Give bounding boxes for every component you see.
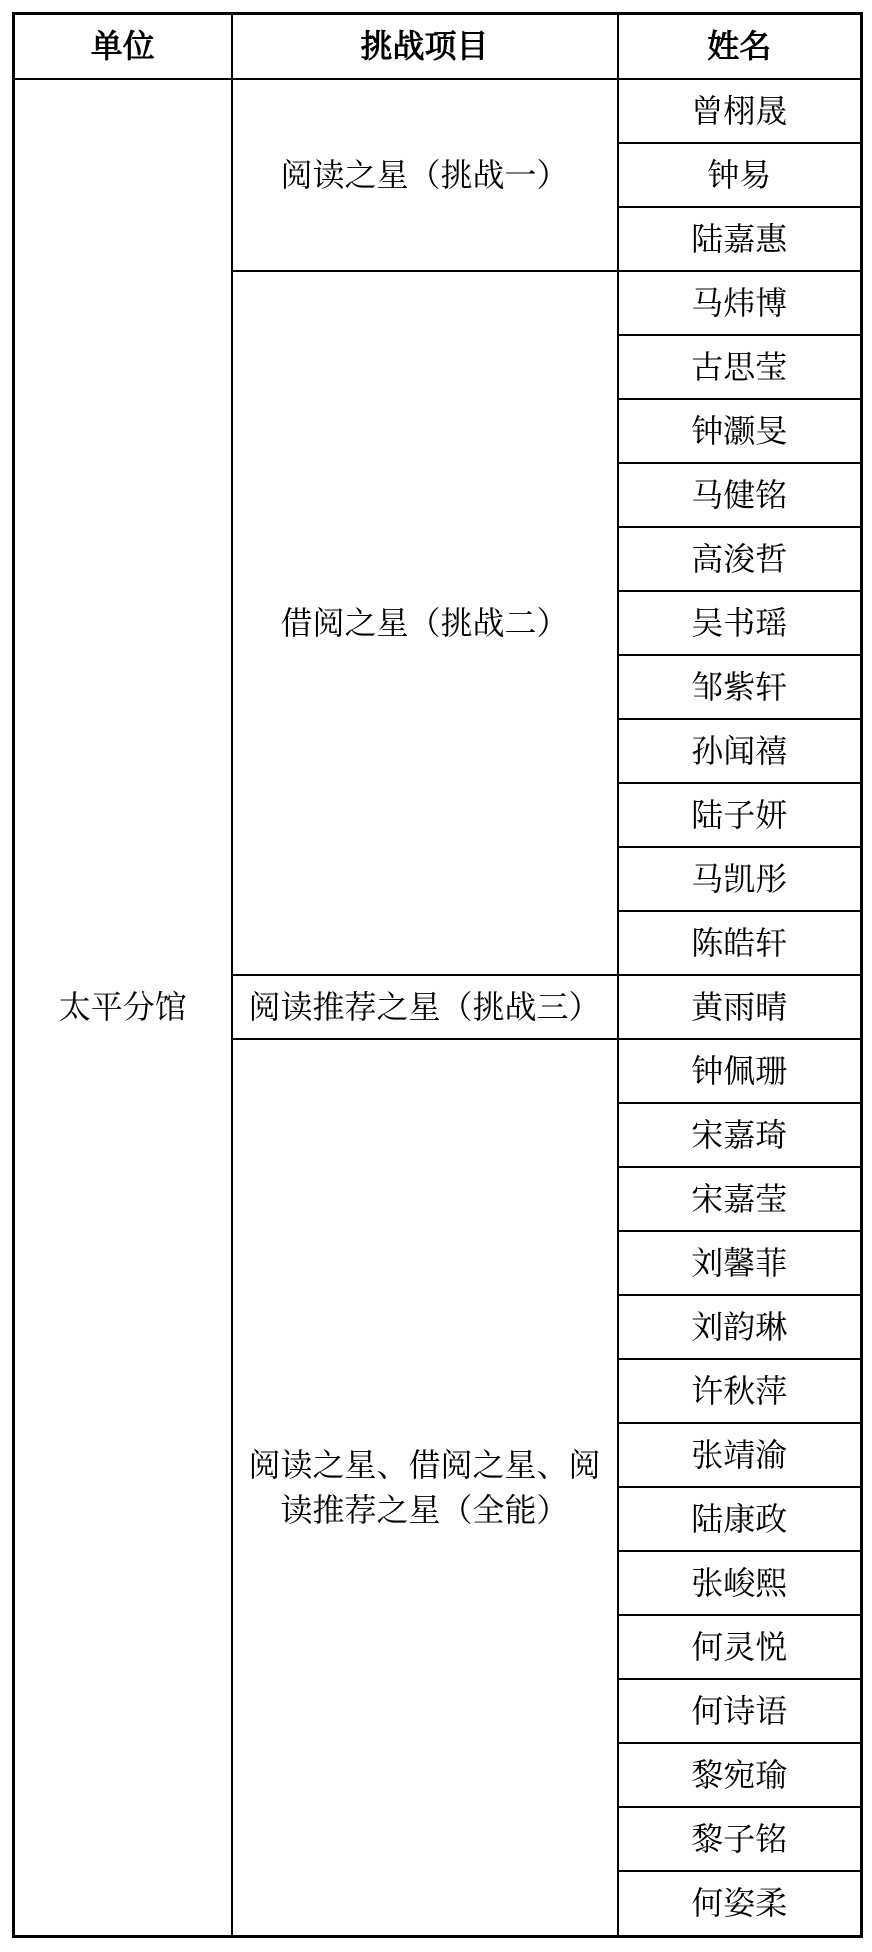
name-cell: 何诗语 xyxy=(618,1679,862,1743)
name-cell: 何姿柔 xyxy=(618,1871,862,1936)
award-table xyxy=(12,12,863,1938)
header-cell-project: 挑战项目 xyxy=(232,14,618,80)
name-cell: 陆嘉惠 xyxy=(618,207,862,271)
name-cell: 陈皓轩 xyxy=(618,911,862,975)
project-cell: 借阅之星（挑战二） xyxy=(232,271,618,975)
header-cell-name: 姓名 xyxy=(618,14,862,80)
name-cell: 陆康政 xyxy=(618,1487,862,1551)
name-cell: 吴书瑶 xyxy=(618,591,862,655)
name-cell: 黎子铭 xyxy=(618,1807,862,1871)
name-cell: 黄雨晴 xyxy=(618,975,862,1039)
name-cell: 马炜博 xyxy=(618,271,862,335)
name-cell: 钟易 xyxy=(618,143,862,207)
name-cell: 许秋萍 xyxy=(618,1359,862,1423)
table-body xyxy=(14,79,862,1937)
name-cell: 古思莹 xyxy=(618,335,862,399)
name-cell: 宋嘉莹 xyxy=(618,1167,862,1231)
name-cell: 何灵悦 xyxy=(618,1615,862,1679)
table-row xyxy=(14,79,862,143)
name-cell: 马健铭 xyxy=(618,463,862,527)
name-cell: 张靖渝 xyxy=(618,1423,862,1487)
name-cell: 宋嘉琦 xyxy=(618,1103,862,1167)
header-row xyxy=(14,14,862,80)
name-cell: 马凯彤 xyxy=(618,847,862,911)
name-cell: 孙闻禧 xyxy=(618,719,862,783)
name-cell: 邹紫轩 xyxy=(618,655,862,719)
name-cell: 张峻熙 xyxy=(618,1551,862,1615)
unit-cell: 太平分馆 xyxy=(14,79,232,1937)
name-cell: 钟佩珊 xyxy=(618,1039,862,1103)
name-cell: 陆子妍 xyxy=(618,783,862,847)
project-cell: 阅读推荐之星（挑战三） xyxy=(232,975,618,1039)
name-cell: 钟灏旻 xyxy=(618,399,862,463)
name-cell: 刘韵琳 xyxy=(618,1295,862,1359)
name-cell: 曾栩晟 xyxy=(618,79,862,143)
project-cell: 阅读之星（挑战一） xyxy=(232,79,618,271)
project-cell: 阅读之星、借阅之星、阅读推荐之星（全能） xyxy=(232,1039,618,1936)
name-cell: 黎宛瑜 xyxy=(618,1743,862,1807)
name-cell: 高浚哲 xyxy=(618,527,862,591)
name-cell: 刘馨菲 xyxy=(618,1231,862,1295)
header-cell-unit: 单位 xyxy=(14,14,232,80)
